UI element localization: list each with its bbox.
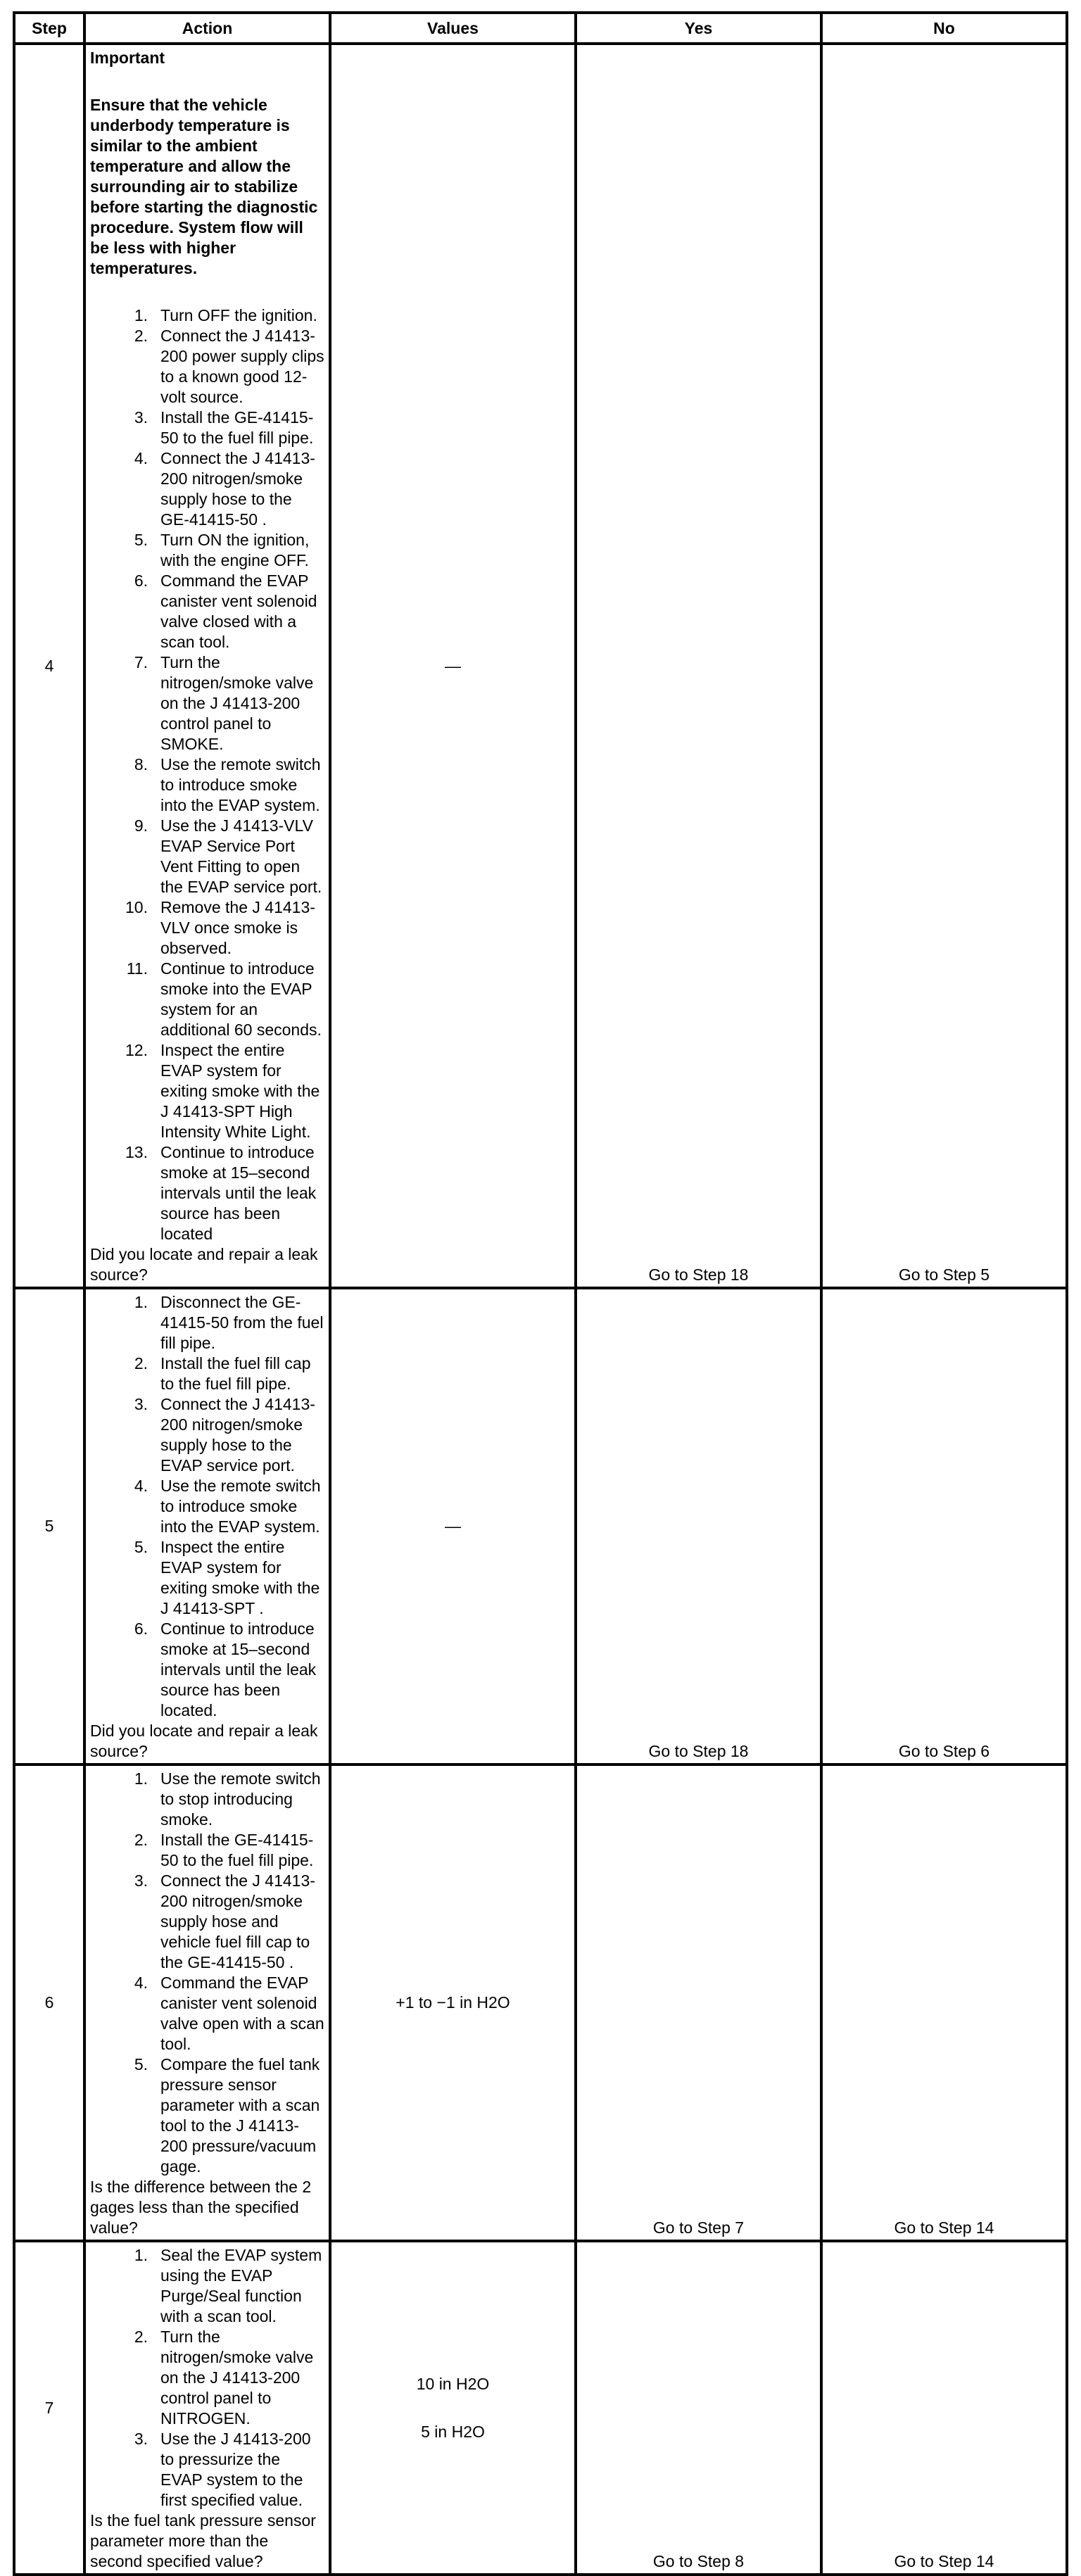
list-item: 5. Compare the fuel tank pressure sensor parameter with a scan tool to the J 41413-200 pressure/vacuum gage. [134,2055,320,2176]
important-label: Important [90,49,165,67]
list-item: 3. Install the GE-41415-50 to the fuel fill pipe. [134,408,314,447]
list-item: 1. Turn OFF the ignition. [134,306,317,324]
no-cell: Go to Step 5 [821,44,1067,1288]
header-row [14,13,1067,44]
values-cell: — [330,1288,576,1764]
no-cell: Go to Step 14 [821,2241,1067,2575]
list-item: 1. Seal the EVAP system using the EVAP Purge/Seal function with a scan tool. [134,2246,322,2325]
step-number: 6 [14,1764,84,2241]
list-item: 12. Inspect the entire EVAP system for exiting smoke with the J 41413-SPT High Intensity White Light. [125,1041,320,1141]
list-item: 3. Connect the J 41413-200 nitrogen/smoke supply hose to the EVAP service port. [134,1395,315,1475]
no-cell: Go to Step 6 [821,1288,1067,1764]
list-item: 11. Continue to introduce smoke into the EVAP system for an additional 60 seconds. [126,959,322,1039]
table-row-step-5 [14,1288,1067,1764]
yes-cell: Go to Step 18 [576,44,821,1288]
procedure-list [90,1292,324,1721]
action-cell [84,1764,330,2241]
step-number: 5 [14,1288,84,1764]
list-item: 2. Install the GE-41415-50 to the fuel fill pipe. [134,1831,314,1869]
list-item: 4. Command the EVAP canister vent solenoid valve open with a scan tool. [134,1974,324,2053]
action-cell [84,1288,330,1764]
list-item: 6. Continue to introduce smoke at 15–second intervals until the leak source has been located. [134,1620,317,1719]
header-yes: Yes [576,13,821,44]
important-text: Ensure that the vehicle underbody temperature is similar to the ambient temperature and allow the surrounding air to stabilize before starting the diagnostic procedure. System flow will be less with higher temperatures. [90,96,318,277]
list-item: 3. Connect the J 41413-200 nitrogen/smoke supply hose and vehicle fuel fill cap to the GE-41415-50 . [134,1871,315,1971]
header-no: No [821,13,1067,44]
values-cell: +1 to −1 in H2O [330,1764,576,2241]
list-item: 1. Disconnect the GE-41415-50 from the fuel fill pipe. [134,1293,324,1352]
list-item: 3. Use the J 41413-200 to pressurize the EVAP system to the first specified value. [134,2430,311,2509]
list-item: 1. Use the remote switch to stop introducing smoke. [134,1769,321,1829]
procedure-list [90,305,324,1244]
question-text: Is the difference between the 2 gages less than the specified value? [90,2178,312,2237]
yes-cell: Go to Step 18 [576,1288,821,1764]
list-item: 7. Turn the nitrogen/smoke valve on the J 41413-200 control panel to SMOKE. [134,653,314,753]
table-row-step-4 [14,44,1067,1288]
list-item: 5. Inspect the entire EVAP system for exiting smoke with the J 41413-SPT . [134,1538,320,1617]
yes-cell: Go to Step 7 [576,1764,821,2241]
first-specified-value: 10 in H2O [416,2375,490,2393]
values-cell: — [330,44,576,1288]
list-item: 2. Connect the J 41413-200 power supply clips to a known good 12-volt source. [134,327,324,406]
values-cell [330,2241,576,2575]
list-item: 5. Turn ON the ignition, with the engine OFF. [134,531,310,569]
procedure-list [90,1769,324,2177]
action-cell [84,2241,330,2575]
list-item: 4. Use the remote switch to introduce smoke into the EVAP system. [134,1477,321,1536]
yes-cell: Go to Step 8 [576,2241,821,2575]
step-number: 7 [14,2241,84,2575]
second-specified-value: 5 in H2O [421,2423,485,2441]
list-item: 2. Install the fuel fill cap to the fuel fill pipe. [134,1354,311,1393]
header-values: Values [330,13,576,44]
question-text: Did you locate and repair a leak source? [90,1722,318,1760]
list-item: 6. Command the EVAP canister vent solenoid valve closed with a scan tool. [134,572,317,651]
list-item: 2. Turn the nitrogen/smoke valve on the J 41413-200 control panel to NITROGEN. [134,2328,314,2427]
list-item: 13. Continue to introduce smoke at 15–second intervals until the leak source has been located [125,1143,317,1243]
procedure-list [90,2245,324,2511]
table-row-step-6 [14,1764,1067,2241]
action-cell [84,44,330,1288]
header-step: Step [14,13,84,44]
list-item: 8. Use the remote switch to introduce smoke into the EVAP system. [134,755,321,814]
table-row-step-7 [14,2241,1067,2575]
header-action: Action [84,13,330,44]
question-text: Did you locate and repair a leak source? [90,1245,318,1284]
step-number: 4 [14,44,84,1288]
question-text: Is the fuel tank pressure sensor parameter more than the second specified value? [90,2511,316,2570]
no-cell: Go to Step 14 [821,1764,1067,2241]
list-item: 9. Use the J 41413-VLV EVAP Service Port Vent Fitting to open the EVAP service port. [134,816,322,896]
list-item: 10. Remove the J 41413-VLV once smoke is observed. [125,898,315,957]
diagnostic-table [13,11,1068,2576]
list-item: 4. Connect the J 41413-200 nitrogen/smoke supply hose to the GE-41415-50 . [134,449,315,529]
